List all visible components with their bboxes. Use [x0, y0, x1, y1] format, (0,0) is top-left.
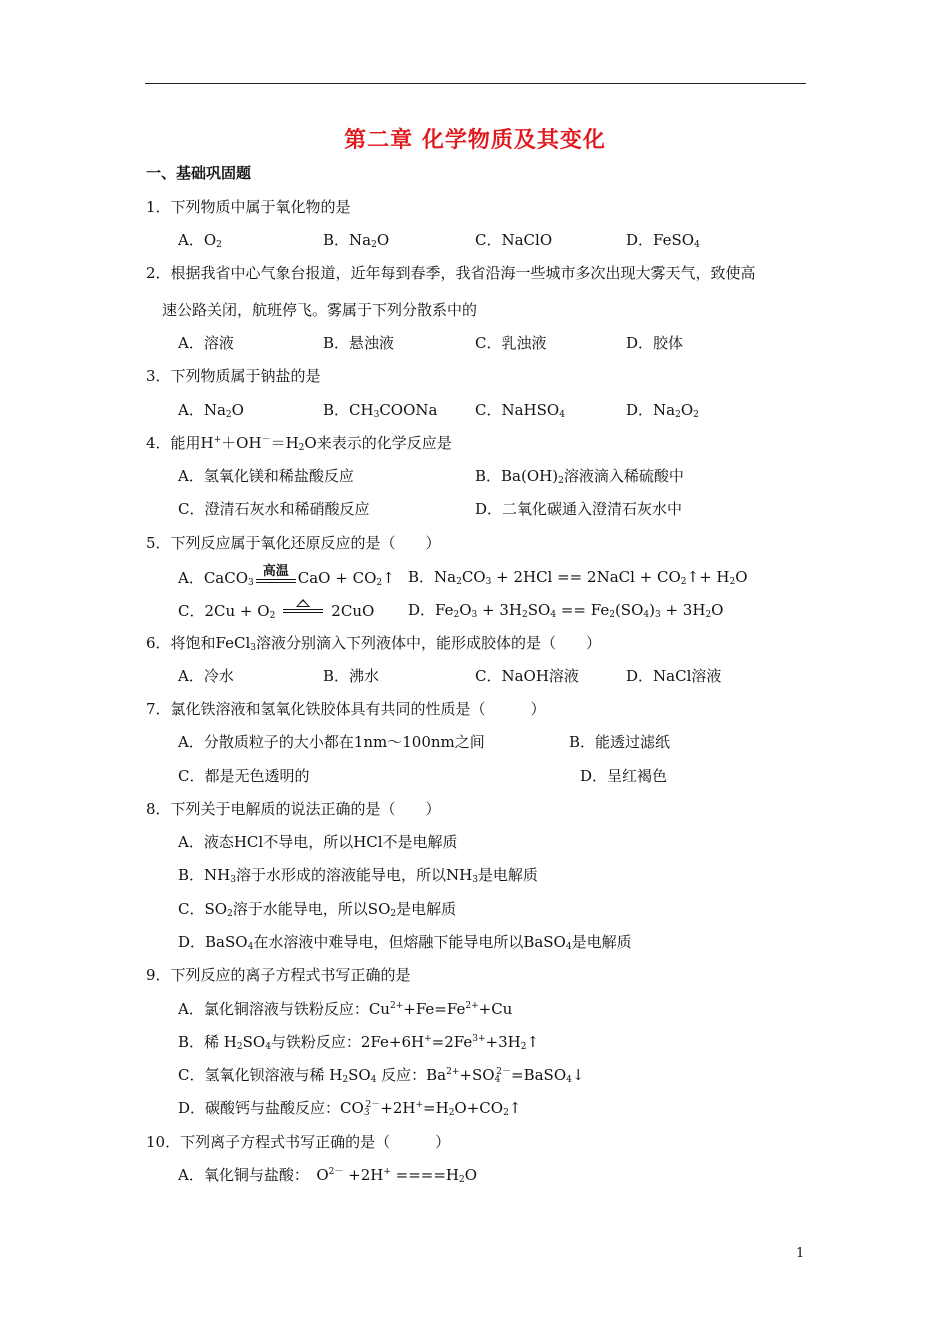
q9-option-c: C．氢氧化钡溶液与稀 $H_2SO_4$ 反应：$Ba^{2+}+SO_4^{2-}=BaSO_4↓$: [178, 1066, 585, 1085]
q4-stem: 4．能用$H^++OH^-=H_2O$来表示的化学反应是: [146, 434, 452, 453]
q8-stem: 8．下列关于电解质的说法正确的是（ ）: [146, 800, 441, 818]
q1-stem: 1．下列物质中属于氧化物的是: [146, 198, 351, 216]
q6-option-d: D．NaCl溶液: [626, 667, 722, 685]
q8-option-c: C．$SO_2$溶于水能导电，所以$SO_2$是电解质: [178, 900, 457, 919]
q4-option-a: A．氢氧化镁和稀盐酸反应: [178, 467, 354, 485]
heating-triangle-icon: [283, 600, 323, 618]
q10-option-a: A．氧化铜与盐酸： $O^{2-} +2H^+ ====H_2O$: [178, 1166, 478, 1185]
q8-option-d: D．BaSO$_4$在水溶液中难导电，但熔融下能导电所以BaSO$_4$是电解质: [178, 933, 632, 952]
q8-option-b: B．$NH_3$溶于水形成的溶液能导电，所以$NH_3$是电解质: [178, 866, 538, 885]
page-title: 第二章 化学物质及其变化: [344, 127, 606, 153]
q10-stem: 10．下列离子方程式书写正确的是（ ）: [146, 1133, 451, 1151]
q7-stem: 7．氯化铁溶液和氢氧化铁胶体具有共同的性质是（ ）: [146, 700, 546, 718]
q5-option-d: D．$Fe_2O_3 + 3H_2SO_4 == Fe_2(SO_4)_3 + 3H_2O$: [408, 601, 724, 620]
q3-option-c: C．NaHSO$_4$: [475, 401, 565, 420]
q5-stem: 5．下列反应属于氧化还原反应的是（ ）: [146, 534, 441, 552]
q2-option-c: C．乳浊液: [475, 334, 547, 352]
q2-option-d: D．胶体: [626, 334, 684, 352]
q6-option-c: C．NaOH溶液: [475, 667, 579, 685]
q3-option-a: A．$Na_2O$: [178, 401, 244, 420]
q6-option-a: A．冷水: [178, 667, 234, 685]
q6-option-b: B．沸水: [323, 667, 380, 685]
q9-stem: 9．下列反应的离子方程式书写正确的是: [146, 966, 411, 984]
header-rule: [145, 83, 806, 84]
page-number: 1: [796, 1246, 805, 1261]
q4-option-d: D．二氧化碳通入澄清石灰水中: [475, 500, 683, 518]
q8-option-a: A．液态HCl不导电，所以HCl不是电解质: [178, 833, 458, 851]
q2-stem-line1: 2．根据我省中心气象台报道，近年每到春季，我省沿海一些城市多次出现大雾天气，致使高: [146, 264, 756, 282]
q5-option-a: A．CaCO$_3$ 高温 CaO + $CO_2↑$: [178, 564, 395, 588]
q5-option-b: B．$Na_2CO_3 + 2HCl$ == 2NaCl + $CO_2↑+ H_2O$: [408, 568, 748, 587]
q9-option-d: D．碳酸钙与盐酸反应：$CO_3^{2-}+2H^+=H_2O+CO_2↑$: [178, 1099, 522, 1118]
q1-option-a: A．$O_2$: [178, 231, 222, 250]
q7-option-b: B．能透过滤纸: [569, 733, 671, 751]
q4-option-b: B．$Ba(OH)_2$溶液滴入稀硫酸中: [475, 467, 684, 486]
q7-option-d: D．呈红褐色: [580, 767, 668, 785]
q9-option-a: A．氯化铜溶液与铁粉反应：$Cu^{2+}+Fe=Fe^{2+}+Cu$: [178, 1000, 513, 1018]
q7-option-a: A．分散质粒子的大小都在1nm～100nm之间: [178, 733, 485, 751]
high-temperature-condition: 高温: [256, 567, 296, 585]
q2-option-b: B．悬浊液: [323, 334, 395, 352]
q7-option-c: C．都是无色透明的: [178, 767, 310, 785]
section-heading: 一、基础巩固题: [146, 164, 252, 182]
q1-option-b: B．$Na_2O$: [323, 231, 390, 250]
q3-stem: 3．下列物质属于钠盐的是: [146, 367, 321, 385]
q3-option-b: B．$CH_3COONa$: [323, 401, 438, 420]
q9-option-b: B．稀 $H_2SO_4$与铁粉反应：$2Fe+6H^+=2Fe^{3+}+3H_2↑$: [178, 1033, 540, 1052]
q1-option-c: C．NaClO: [475, 231, 553, 249]
q1-option-d: D．FeSO$_4$: [626, 231, 700, 250]
q5-option-c: C．$2Cu + O_2$ 2CuO: [178, 600, 374, 621]
q6-stem: 6．将饱和FeCl$_3$溶液分别滴入下列液体中，能形成胶体的是（ ）: [146, 634, 602, 653]
q2-option-a: A．溶液: [178, 334, 234, 352]
q2-stem-line2: 速公路关闭，航班停飞。雾属于下列分散系中的: [162, 301, 478, 319]
q4-option-c: C．澄清石灰水和稀硝酸反应: [178, 500, 370, 518]
q3-option-d: D．$Na_2O_2$: [626, 401, 699, 420]
